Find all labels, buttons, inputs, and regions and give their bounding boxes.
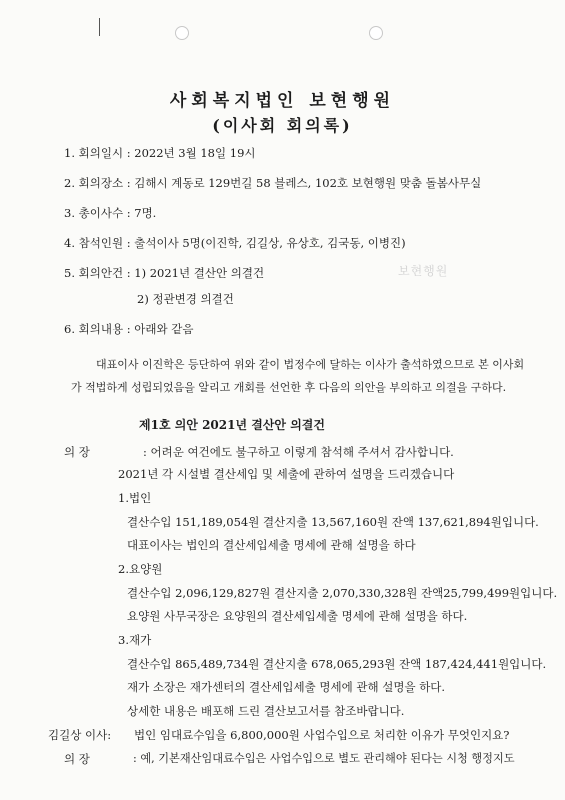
kim-question: 법인 임대료수입을 6,800,000원 사업수입으로 처리한 이유가 무엇인지요? — [134, 728, 510, 742]
chair-answer: : 예, 기본재산임대료수입은 사업수입으로 별도 관리해야 된다는 시청 행정지도 — [133, 752, 515, 765]
item-meeting-datetime — [64, 146, 256, 160]
punch-hole-left — [175, 26, 189, 40]
chair-remark-2: 2021년 각 시설별 결산세입 및 세출에 관하여 설명을 드리겠습니다 — [118, 467, 455, 481]
item-attendees — [64, 236, 406, 250]
home-care-note: 재가 소장은 재가센터의 결산세입세출 명세에 관해 설명을 하다. — [127, 680, 446, 694]
item-label: 4. 참석인원 : — [64, 236, 135, 250]
item-agenda-2 — [137, 292, 234, 306]
item-agenda — [64, 266, 264, 280]
item-value: 출석이사 5명(이진학, 김길상, 유상호, 김국동, 이병진) — [134, 236, 406, 250]
section-corporation: 1.법인 — [118, 491, 152, 505]
item-value: 아래와 같음 — [134, 322, 194, 336]
item-total-directors — [64, 206, 156, 220]
item-value: 7명. — [134, 206, 157, 220]
item-label: 2. 회의장소 : — [64, 176, 135, 190]
document-subtitle: (이사회 회의록) — [212, 116, 353, 135]
nursing-home-figures: 결산수입 2,096,129,827원 결산지출 2,070,330,328원 잔액25,799,499원입니다. — [127, 586, 558, 600]
document-title: 사회복지법인 보현행원 — [169, 91, 396, 111]
corporation-figures: 결산수입 151,189,054원 결산지출 13,567,160원 잔액 137,621,894원입니다. — [127, 515, 539, 529]
speaker-chair-2: 의 장 — [64, 752, 90, 766]
section-home-care: 3.재가 — [118, 633, 152, 647]
item-value: 2022년 3월 18일 19시 — [134, 146, 256, 160]
agenda-1-heading: 제1호 의안 2021년 결산안 의결건 — [139, 418, 325, 432]
faint-stamp-mark: 보현행원 — [398, 264, 449, 278]
intro-line-1: 대표이사 이진학은 등단하여 위와 같이 법정수에 달하는 이사가 출석하였으므로 본 이사회 — [96, 358, 525, 371]
intro-line-2: 가 적법하게 성립되었음을 알리고 개회를 선언한 후 다음의 의안을 부의하고 의결을 구하다. — [71, 381, 507, 394]
section-nursing-home: 2.요양원 — [118, 562, 163, 576]
item-value: 김해시 계동로 129번길 58 블레스, 102호 보현행원 맞춤 돌봄사무실 — [134, 176, 482, 190]
item-value: 1) 2021년 결산안 의결건 — [134, 266, 265, 280]
punch-hole-right — [369, 26, 383, 40]
item-value: 2) 정관변경 의결건 — [137, 292, 234, 306]
chair-remark-1: : 어려운 여건에도 불구하고 이렇게 참석해 주셔서 감사합니다. — [143, 445, 454, 459]
item-label: 3. 총이사수 : — [64, 206, 135, 220]
speaker-kim: 김길상 이사: — [48, 728, 112, 742]
reference-note: 상세한 내용은 배포해 드린 결산보고서를 참조바랍니다. — [127, 704, 405, 718]
pen-mark — [99, 18, 100, 36]
item-meeting-place — [64, 176, 481, 190]
item-label: 5. 회의안건 : — [64, 266, 135, 280]
item-label: 6. 회의내용 : — [64, 322, 135, 336]
home-care-figures: 결산수입 865,489,734원 결산지출 678,065,293원 잔액 187,424,441원입니다. — [127, 657, 547, 671]
nursing-home-note: 요양원 사무국장은 요양원의 결산세입세출 명세에 관해 설명을 하다. — [127, 609, 468, 623]
item-contents — [64, 322, 193, 336]
corporation-note: 대표이사는 법인의 결산세입세출 명세에 관해 설명을 하다 — [127, 538, 416, 552]
item-label: 1. 회의일시 : — [64, 146, 135, 160]
speaker-chair: 의 장 — [64, 445, 90, 459]
